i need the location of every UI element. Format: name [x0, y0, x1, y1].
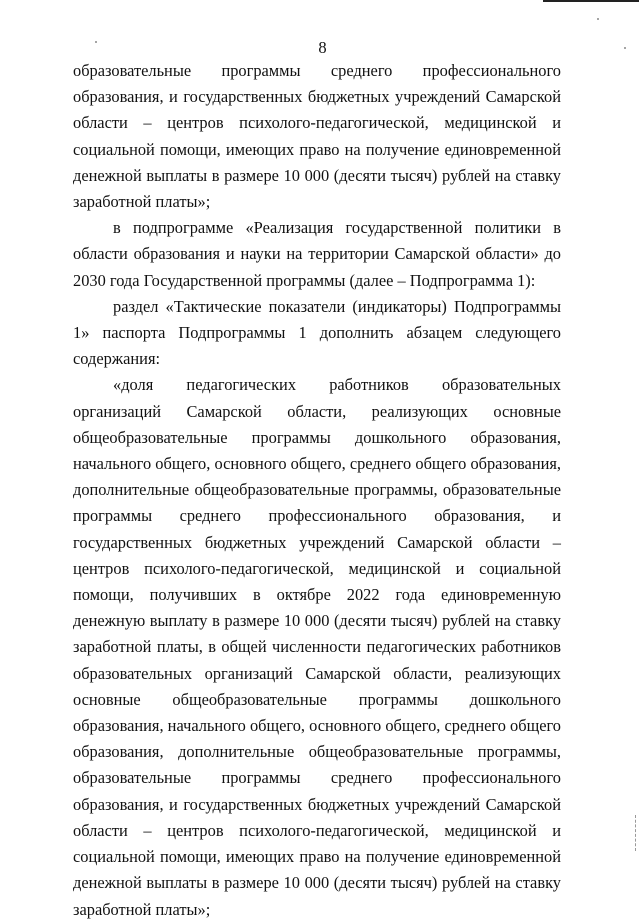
scan-edge-mark [543, 0, 639, 2]
paragraph-subprogram: в подпрограмме «Реализация государственной политики в области образования и науки на территории Самарской области» до 2030 года Государственной программы (далее – Подпрограмма 1): [73, 218, 561, 290]
paragraph-continuation: образовательные программы среднего профессионального образования, и государственных бюджетных учреждений Самарской области – центров психолого-педагогической, медицинской и социальной помощи, имеющих право на получение единовременной денежной выплаты в размере 10 000 (десяти тысяч) рублей на ставку заработной платы»; [73, 61, 561, 212]
document-body [73, 58, 561, 923]
page-number: 8 [318, 38, 327, 57]
scan-speck [597, 18, 599, 20]
paragraph-section: раздел «Тактические показатели (индикаторы) Подпрограммы 1» паспорта Подпрограммы 1 дополнить абзацем следующего содержания: [73, 296, 561, 369]
scan-dash-mark [635, 815, 636, 851]
paragraph-indicator: «доля педагогических работников образовательных организаций Самарской области, реализующих основные общеобразовательные программы дошкольного образования, начального общего, основного общего, среднего общего образования, дополнительные общеобразовательные программы, образовательные программы среднего профессионального образования, и государственных бюджетных учреждений Самарской области – центров психолого-педагогической, медицинской и социальной помощи, получивших в октябре 2022 года единовременную денежную выплату в размере 10 000 (десяти тысяч) рублей на ставку заработной платы, в общей численности педагогических работников образовательных организаций Самарской области, реализующих основные общеобразовательные программы дошкольного образования, начального общего, основного общего, среднего общего образования, дополнительные общеобразовательные программы, образовательные программы среднего профессионального образования, и государственных бюджетных учреждений Самарской области – центров психолого-педагогической, медицинской и социальной помощи, имеющих право на получение единовременной денежной выплаты в размере 10 000 (десяти тысяч) рублей на ставку заработной платы»; [73, 375, 561, 919]
